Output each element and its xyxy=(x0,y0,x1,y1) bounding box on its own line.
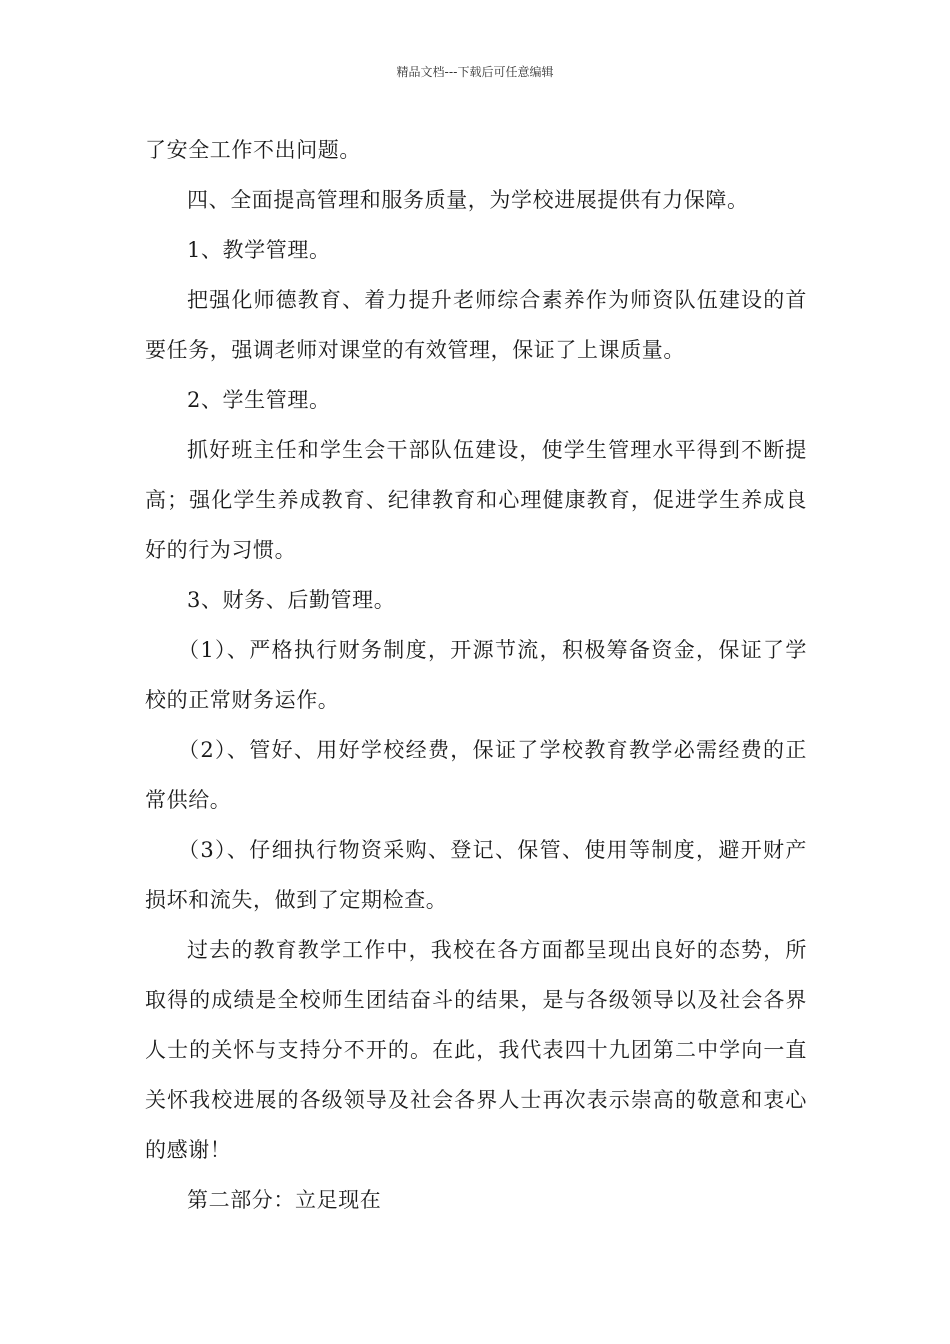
subheading-finance-logistics: 3、财务、后勤管理。 xyxy=(187,588,396,612)
paragraph-teaching-management: 把强化师德教育、着力提升老师综合素养作为师资队伍建设的首要任务，强调老师对课堂的有效管理，保证了上课质量。 xyxy=(145,288,807,362)
page-header: 精品文档---下载后可任意编辑 xyxy=(396,65,554,79)
list-item-finance-2: （2）、管好、用好学校经费，保证了学校教育教学必需经费的正常供给。 xyxy=(145,738,807,812)
list-item-finance-3: （3）、仔细执行物资采购、登记、保管、使用等制度，避开财产损坏和流失，做到了定期检查。 xyxy=(145,838,807,912)
subheading-student-management: 2、学生管理。 xyxy=(187,388,331,412)
paragraph-student-management: 抓好班主任和学生会干部队伍建设，使学生管理水平得到不断提高；强化学生养成教育、纪律教育和心理健康教育，促进学生养成良好的行为习惯。 xyxy=(145,438,807,562)
subheading-teaching-management: 1、教学管理。 xyxy=(187,238,331,262)
document-body xyxy=(145,125,807,1225)
section-heading-four: 四、全面提高管理和服务质量，为学校进展提供有力保障。 xyxy=(187,188,749,212)
paragraph-continuation: 了安全工作不出问题。 xyxy=(145,138,361,162)
list-item-finance-1: （1）、严格执行财务制度，开源节流，积极筹备资金，保证了学校的正常财务运作。 xyxy=(145,638,807,712)
paragraph-acknowledgement: 过去的教育教学工作中，我校在各方面都呈现出良好的态势，所取得的成绩是全校师生团结奋斗的结果，是与各级领导以及社会各界人士的关怀与支持分不开的。在此，我代表四十九团第二中学向一直关怀我校进展的各级领导及社会各界人士再次表示崇高的敬意和衷心的感谢！ xyxy=(145,938,807,1162)
part-two-heading: 第二部分：立足现在 xyxy=(187,1188,382,1212)
